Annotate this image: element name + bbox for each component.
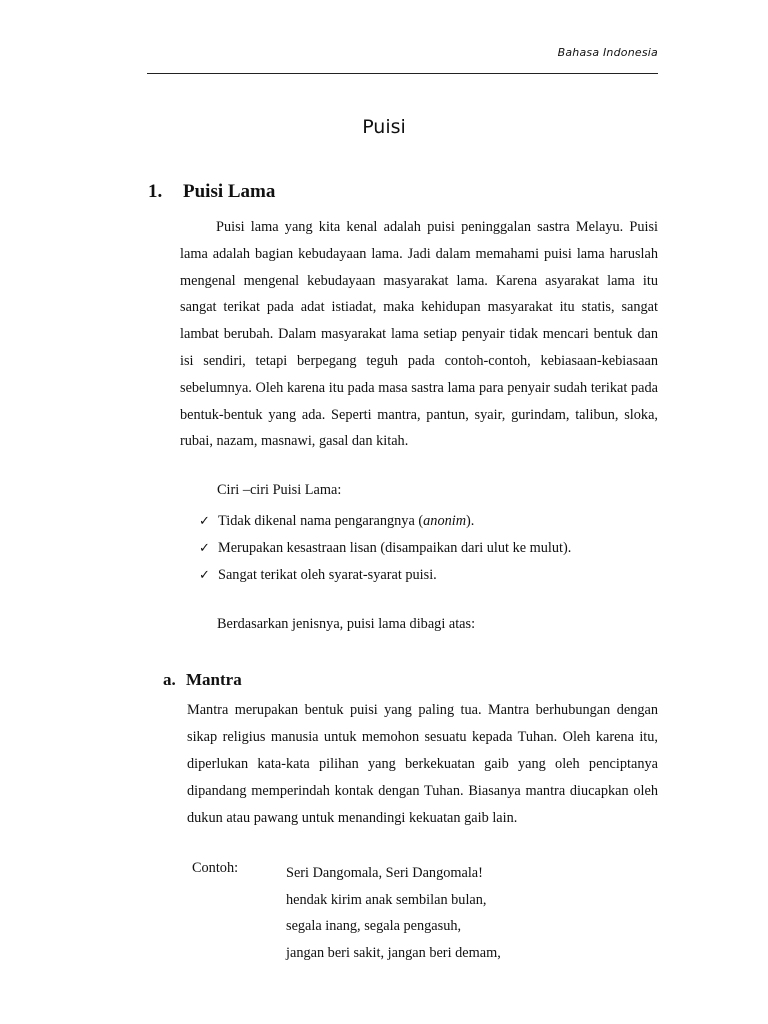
list-item [199,508,571,535]
mantra-paragraph: Mantra merupakan bentuk puisi yang paling tua. Mantra berhubungan dengan sikap religius manusia untuk memohon sesuatu kepada Tuhan. Oleh karena itu, diperlukan kata-kata pilihan yang berkekuatan gaib yang oleh penciptanya dipandang memperindah kontak dengan Tuhan. Biasanya mantra diucapkan oleh dukun atau pawang untuk menandingi kekuatan gaib lain. [187,702,658,826]
ciri-text: Merupakan kesastraan lisan (disampaikan dari ulut ke mulut). [218,540,572,556]
subsection-heading [163,670,242,690]
ciri-text: Tidak dikenal nama pengarangnya ( [218,513,424,529]
ciri-text: Sangat terikat oleh syarat-syarat puisi. [218,567,437,583]
poem-line: jangan beri sakit, jangan beri demam, [286,945,501,962]
jenis-intro: Berdasarkan jenisnya, puisi lama dibagi atas: [217,616,476,632]
list-item [199,562,571,589]
check-icon: ✓ [199,514,210,529]
subsection-title: Mantra [186,670,242,689]
section-heading [148,181,275,203]
poem-line: segala inang, segala pengasuh, [286,918,462,935]
check-icon: ✓ [199,541,210,556]
ciri-text-end: ). [466,513,475,529]
contoh-label: Contoh: [192,860,239,876]
ciri-list [199,508,571,589]
subsection-letter: a. [163,670,176,689]
poem-line: Seri Dangomala, Seri Dangomala! [286,865,483,881]
ciri-label: Ciri –ciri Puisi Lama: [217,482,342,498]
header-divider [147,73,658,74]
list-item [199,535,571,562]
ciri-emphasis: anonim [423,513,467,529]
running-header: Bahasa Indonesia [557,46,658,59]
page-title: Puisi [362,116,406,138]
section-number: 1. [148,181,163,202]
intro-paragraph: Puisi lama yang kita kenal adalah puisi peninggalan sastra Melayu. Puisi lama adalah bagian kebudayaan lama. Jadi dalam memahami puisi lama haruslah mengenal mengenal kebudayaan masyarakat lama. Karena asyarakat lama itu sangat terikat pada adat istiadat, maka kehidupan masyarakat itu statis, sangat lambat berubah. Dalam masyarakat lama setiap penyair tidak mencari bentuk dan isi sendiri, tetapi berpegang teguh pada contoh-contoh, kebiasaan-kebiasaan sebelumnya. Oleh karena itu pada masa sastra lama para penyair sudah terikat pada bentuk-bentuk yang ada. Seperti mantra, pantun, syair, gurindam, talibun, sloka, rubai, nazam, masnawi, gasal dan kitah. [180,219,658,450]
contoh-poem [286,860,501,967]
check-icon: ✓ [199,568,210,583]
section-title: Puisi Lama [183,181,276,202]
poem-line: hendak kirim anak sembilan bulan, [286,891,487,908]
